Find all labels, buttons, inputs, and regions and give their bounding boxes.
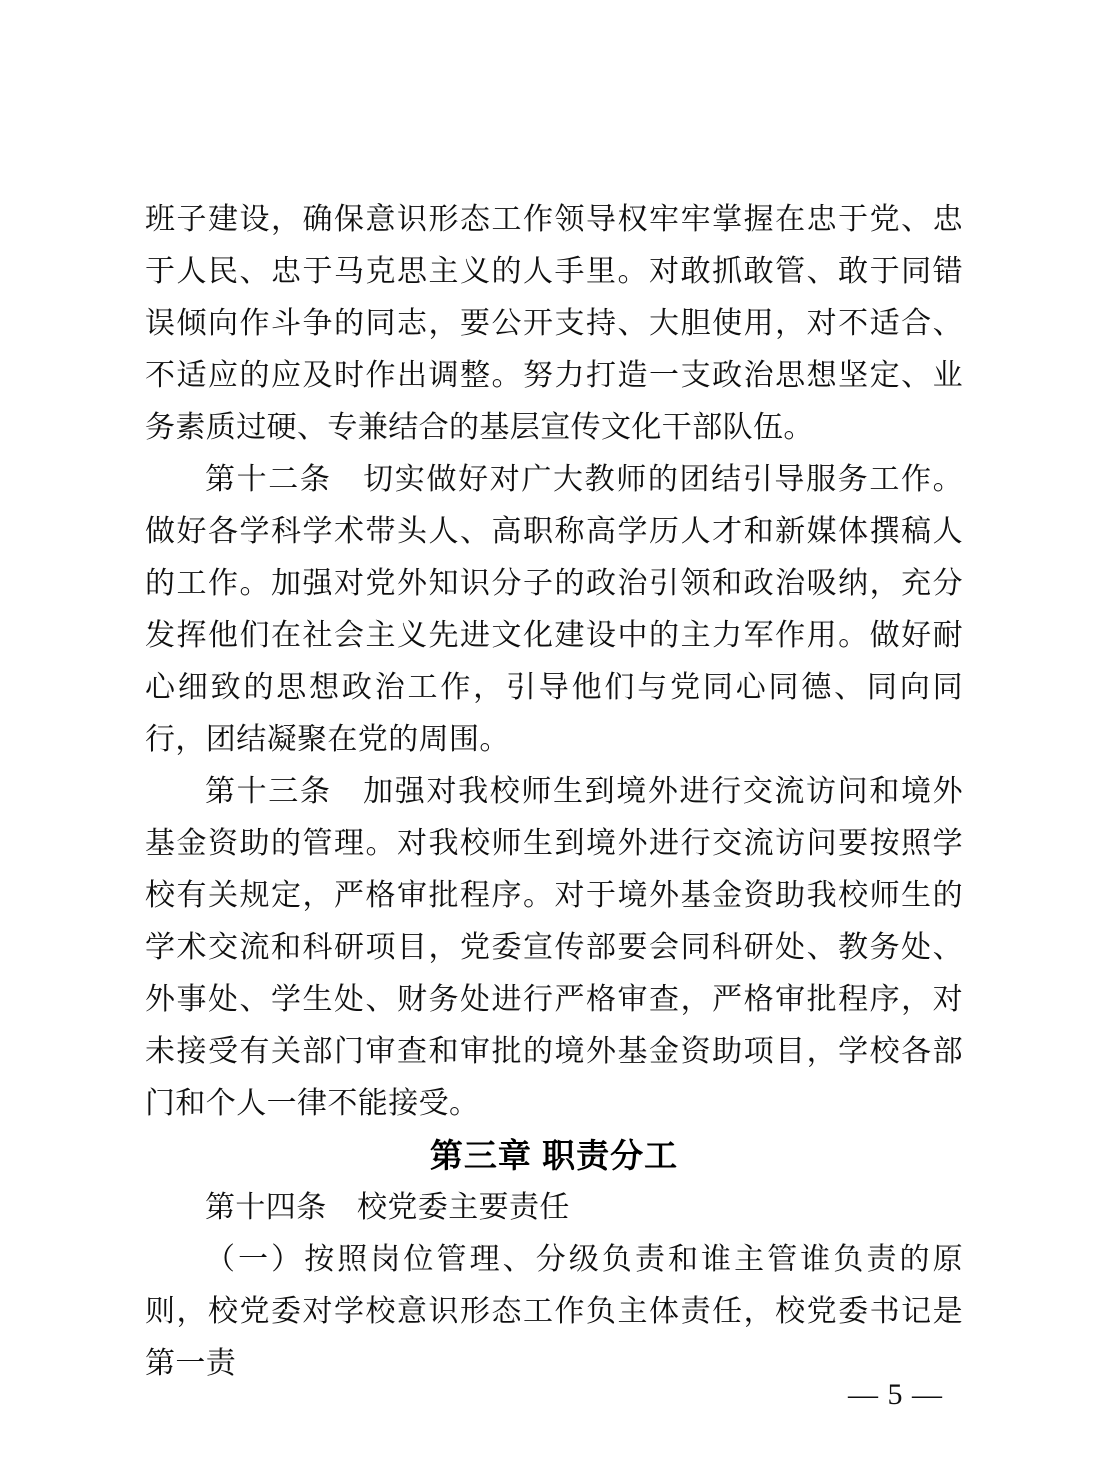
paragraph: 第十二条 切实做好对广大教师的团结引导服务工作。做好各学科学术带头人、高职称高学历人才和新媒体撰稿人的工作。加强对党外知识分子的政治引领和政治吸纳，充分发挥他们在社会主义先进文化建设中的主力军作用。做好耐心细致的思想政治工作，引导他们与党同心同德、同向同行，团结凝聚在党的周围。 [145, 463, 963, 756]
page-number: — 5 — [848, 1378, 943, 1411]
paragraph: 班子建设，确保意识形态工作领导权牢牢掌握在忠于党、忠于人民、忠于马克思主义的人手里。对敢抓敢管、敢于同错误倾向作斗争的同志，要公开支持、大胆使用，对不适合、不适应的应及时作出调整。努力打造一支政治思想坚定、业务素质过硬、专兼结合的基层宣传文化干部队伍。 [145, 203, 963, 444]
paragraph: 第十三条 加强对我校师生到境外进行交流访问和境外基金资助的管理。对我校师生到境外进行交流访问要按照学校有关规定，严格审批程序。对于境外基金资助我校师生的学术交流和科研项目，党委宣传部要会同科研处、教务处、外事处、学生处、财务处进行严格审查，严格审批程序，对未接受有关部门审查和审批的境外基金资助项目，学校各部门和个人一律不能接受。 [145, 775, 963, 1120]
document-body [145, 194, 963, 1390]
paragraph: （一）按照岗位管理、分级负责和谁主管谁负责的原则，校党委对学校意识形态工作负主体责任，校党委书记是第一责 [145, 1243, 963, 1380]
chapter-heading: 第三章 职责分工 [429, 1137, 679, 1174]
paragraph: 第十四条 校党委主要责任 [205, 1191, 570, 1224]
